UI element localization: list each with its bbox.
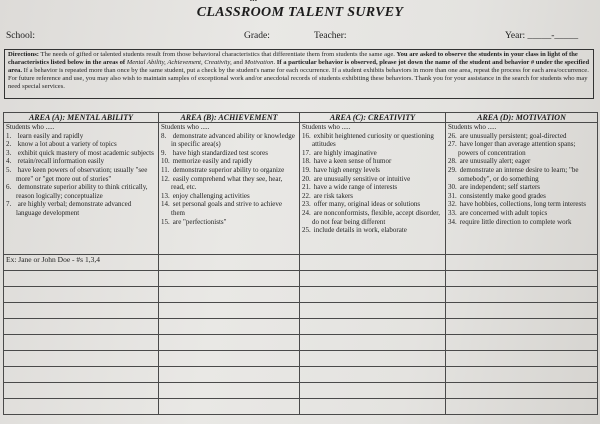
criteria-number: 2. (6, 140, 12, 149)
area-c-header: AREA (C): CREATIVITY (300, 113, 446, 123)
criteria-text: have longer than average attention spans; powers of concentration (458, 140, 576, 157)
criteria-item (161, 149, 297, 158)
criteria-item (448, 200, 595, 209)
criteria-number: 27. (448, 140, 457, 149)
criteria-text: are unusually persistent; goal-directed (458, 131, 567, 140)
entry-cell[interactable] (159, 351, 300, 367)
entry-cell[interactable] (4, 319, 159, 335)
criteria-text: have high energy levels (312, 165, 380, 174)
criteria-text: are independent; self starters (458, 183, 541, 192)
entry-cell[interactable] (446, 335, 598, 351)
directions-text: The needs of gifted or talented students result from those behavioral characteristics that differentiate them from students the same age. (39, 51, 397, 58)
criteria-text: demonstrate superior ability to organize (171, 165, 285, 174)
entry-cell[interactable] (300, 287, 446, 303)
example-cell: Ex: Jane or John Doe - #s 1,3,4 (4, 255, 159, 271)
criteria-number: 4. (6, 157, 12, 166)
criteria-text: demonstrate superior ability to think critically, reason logically; conceptualize (16, 183, 148, 200)
entry-cell[interactable] (300, 319, 446, 335)
criteria-number: 8. (161, 131, 167, 140)
grade-label: Grade: (244, 31, 270, 41)
criteria-text: have keen powers of observation; usually "see more" or "get more out of stories" (16, 165, 148, 183)
criteria-item (302, 157, 443, 166)
criteria-text: retain/recall information easily (16, 157, 105, 166)
criteria-item (448, 132, 595, 141)
criteria-item (448, 157, 595, 166)
entry-cell[interactable] (159, 367, 300, 383)
directions-details: If a behavior is repeated more than once by the same student, put a check by the student's name for each occurrence. If a student exhibits behaviors in more than one area, repeat the process for each area/occurrence. For future reference and use, you may also wish to maintain samples of exceptional work and/or anecdotal records of students exhibiting these behaviors. Thank you for your assistance in the search for students who may need special services. (8, 67, 589, 91)
criteria-intro: Students who ..... (302, 123, 351, 131)
criteria-item (6, 132, 156, 141)
criteria-number: 14. (161, 200, 170, 209)
area-b-header: AREA (B): ACHIEVEMENT (159, 113, 300, 123)
area-d-criteria (446, 123, 598, 255)
criteria-item (161, 132, 297, 149)
directions-jot-down: If a particular behavior is observed, please jot down the name of the student and behavior # under the specified area. (8, 59, 590, 75)
criteria-item (161, 175, 297, 192)
criteria-number: 7. (6, 200, 12, 209)
criteria-number: 32. (448, 200, 457, 209)
criteria-item (448, 209, 595, 218)
criteria-number: 5. (6, 165, 12, 174)
entry-cell[interactable] (159, 383, 300, 399)
criteria-number: 24. (302, 208, 311, 217)
school-label: School: (6, 31, 36, 41)
area-d-header: AREA (D): MOTIVATION (446, 113, 598, 123)
criteria-number: 19. (302, 165, 311, 174)
criteria-number: 23. (302, 200, 311, 209)
criteria-item (302, 209, 443, 226)
criteria-number: 29. (448, 165, 457, 174)
entry-cell[interactable] (446, 255, 598, 271)
criteria-number: 13. (161, 191, 170, 200)
criteria-number: 11. (161, 165, 170, 174)
criteria-text: know a lot about a variety of topics (16, 140, 117, 149)
criteria-text: have a wide range of interests (312, 183, 398, 192)
criteria-text: include details in work, elaborate (312, 226, 407, 235)
directions-period: . (273, 59, 277, 67)
entry-cell[interactable] (159, 271, 300, 287)
entry-cell[interactable] (4, 367, 159, 383)
criteria-number: 30. (448, 183, 457, 192)
criteria-item (6, 149, 156, 158)
criteria-number: 26. (448, 131, 457, 140)
criteria-text: offer many, original ideas or solutions (312, 200, 421, 209)
criteria-item (448, 140, 595, 157)
criteria-number: 20. (302, 174, 311, 183)
criteria-number: 18. (302, 157, 311, 166)
entry-cell[interactable] (300, 255, 446, 271)
entry-cell[interactable] (159, 319, 300, 335)
area-a-header: AREA (A): MENTAL ABILITY (4, 113, 159, 123)
entry-cell[interactable] (159, 399, 300, 415)
entry-cell[interactable] (446, 319, 598, 335)
criteria-item (302, 200, 443, 209)
entry-cell[interactable] (446, 399, 598, 415)
criteria-text: demonstrate advanced ability or knowledge in specific area(s) (171, 131, 295, 149)
year-label: Year: _____-_____ (505, 31, 579, 41)
criteria-number: 16. (302, 131, 311, 140)
entry-cell[interactable] (446, 351, 598, 367)
criteria-text: are concerned with adult topics (458, 208, 548, 217)
criteria-item (161, 192, 297, 201)
criteria-item (6, 166, 156, 183)
criteria-item (161, 157, 297, 166)
criteria-item (448, 218, 595, 227)
entry-cell[interactable] (446, 367, 598, 383)
entry-cell[interactable] (4, 383, 159, 399)
criteria-number: 22. (302, 191, 311, 200)
criteria-item (302, 183, 443, 192)
criteria-text: are unusually alert; eager (458, 157, 531, 166)
criteria-text: have a keen sense of humor (312, 157, 392, 166)
criteria-number: 28. (448, 157, 457, 166)
directions-motivation: Motivation (244, 59, 274, 67)
criteria-text: memorize easily and rapidly (171, 157, 253, 166)
criteria-number: 10. (161, 157, 170, 166)
criteria-text: are highly verbal; demonstrate advanced language development (16, 200, 132, 217)
criteria-text: exhibit heightened curiosity or questioning attitudes (312, 131, 434, 149)
directions-box (4, 49, 594, 99)
criteria-number: 15. (161, 217, 170, 226)
criteria-number: 6. (6, 183, 12, 192)
criteria-text: consistently make good grades (458, 191, 546, 200)
directions-areas: Mental Ability, Achievement, Creativity, (126, 59, 234, 67)
directions-instruction: You are asked to observe the students in your class in light of the characteristics listed below in the areas of (8, 51, 578, 67)
entry-cell[interactable] (446, 271, 598, 287)
criteria-number: 3. (6, 148, 12, 157)
entry-cell[interactable] (159, 255, 300, 271)
entry-cell[interactable] (4, 351, 159, 367)
entry-cell[interactable] (159, 303, 300, 319)
criteria-number: 12. (161, 174, 170, 183)
criteria-number: 9. (161, 148, 167, 157)
entry-cell[interactable] (159, 335, 300, 351)
criteria-text: are risk takers (312, 191, 354, 200)
area-b-criteria (159, 123, 300, 255)
criteria-intro: Students who ..... (448, 123, 497, 131)
entry-cell[interactable] (4, 335, 159, 351)
criteria-text: demonstrate an intense desire to learn; "be somebody", or do something (458, 165, 579, 183)
entry-cell[interactable] (446, 303, 598, 319)
entry-cell[interactable] (300, 399, 446, 415)
survey-title: CLASSROOM TALENT SURVEY (196, 5, 404, 20)
criteria-number: 25. (302, 226, 311, 235)
entry-cell[interactable] (446, 287, 598, 303)
criteria-item (161, 166, 297, 175)
criteria-text: learn easily and rapidly (16, 131, 84, 140)
criteria-item (6, 183, 156, 200)
criteria-item (448, 192, 595, 201)
criteria-text: require little direction to complete work (458, 217, 572, 226)
entry-cell[interactable] (300, 303, 446, 319)
criteria-text: set personal goals and strive to achieve them (171, 200, 282, 217)
entry-cell[interactable] (446, 383, 598, 399)
criteria-text: are nonconformists, flexible, accept disorder, do not fear being different (312, 208, 441, 226)
criteria-text: are highly imaginative (312, 148, 377, 157)
criteria-number: 1. (6, 131, 12, 140)
criteria-item (302, 149, 443, 158)
criteria-text: are unusually sensitive or intuitive (312, 174, 411, 183)
talent-survey-table (3, 112, 598, 415)
cut-off-header-text (250, 0, 258, 4)
entry-cell[interactable] (300, 351, 446, 367)
criteria-item (448, 166, 595, 183)
criteria-item (6, 200, 156, 217)
criteria-intro: Students who ..... (161, 123, 210, 131)
criteria-number: 33. (448, 208, 457, 217)
criteria-text: easily comprehend what they see, hear, read, etc. (171, 174, 283, 192)
criteria-text: are "perfectionists" (171, 217, 227, 226)
entry-cell[interactable] (159, 287, 300, 303)
criteria-item (6, 157, 156, 166)
criteria-item (302, 226, 443, 235)
criteria-item (161, 200, 297, 217)
criteria-intro: Students who ..... (6, 123, 55, 131)
criteria-number: 31. (448, 191, 457, 200)
criteria-item (302, 175, 443, 184)
criteria-number: 17. (302, 148, 311, 157)
criteria-text: exhibit quick mastery of most academic subjects (16, 148, 154, 157)
entry-cell[interactable] (300, 335, 446, 351)
criteria-text: enjoy challenging activities (171, 191, 250, 200)
criteria-item (302, 166, 443, 175)
entry-cell[interactable] (300, 271, 446, 287)
teacher-label: Teacher: (314, 31, 347, 41)
entry-cell[interactable] (300, 383, 446, 399)
entry-cell[interactable] (300, 367, 446, 383)
entry-cell[interactable] (4, 271, 159, 287)
directions-label: Directions: (8, 51, 40, 58)
criteria-text: have high standardized test scores (171, 148, 268, 157)
directions-and: and (233, 59, 245, 67)
entry-cell[interactable] (4, 287, 159, 303)
criteria-item (6, 140, 156, 149)
entry-cell[interactable] (4, 399, 159, 415)
area-c-criteria (300, 123, 446, 255)
criteria-item (448, 183, 595, 192)
criteria-item (302, 192, 443, 201)
entry-cell[interactable] (4, 303, 159, 319)
criteria-item (302, 132, 443, 149)
criteria-item (161, 218, 297, 227)
criteria-number: 21. (302, 183, 311, 192)
area-a-criteria (4, 123, 159, 255)
criteria-number: 34. (448, 217, 457, 226)
criteria-text: have hobbies, collections, long term interests (458, 200, 586, 209)
